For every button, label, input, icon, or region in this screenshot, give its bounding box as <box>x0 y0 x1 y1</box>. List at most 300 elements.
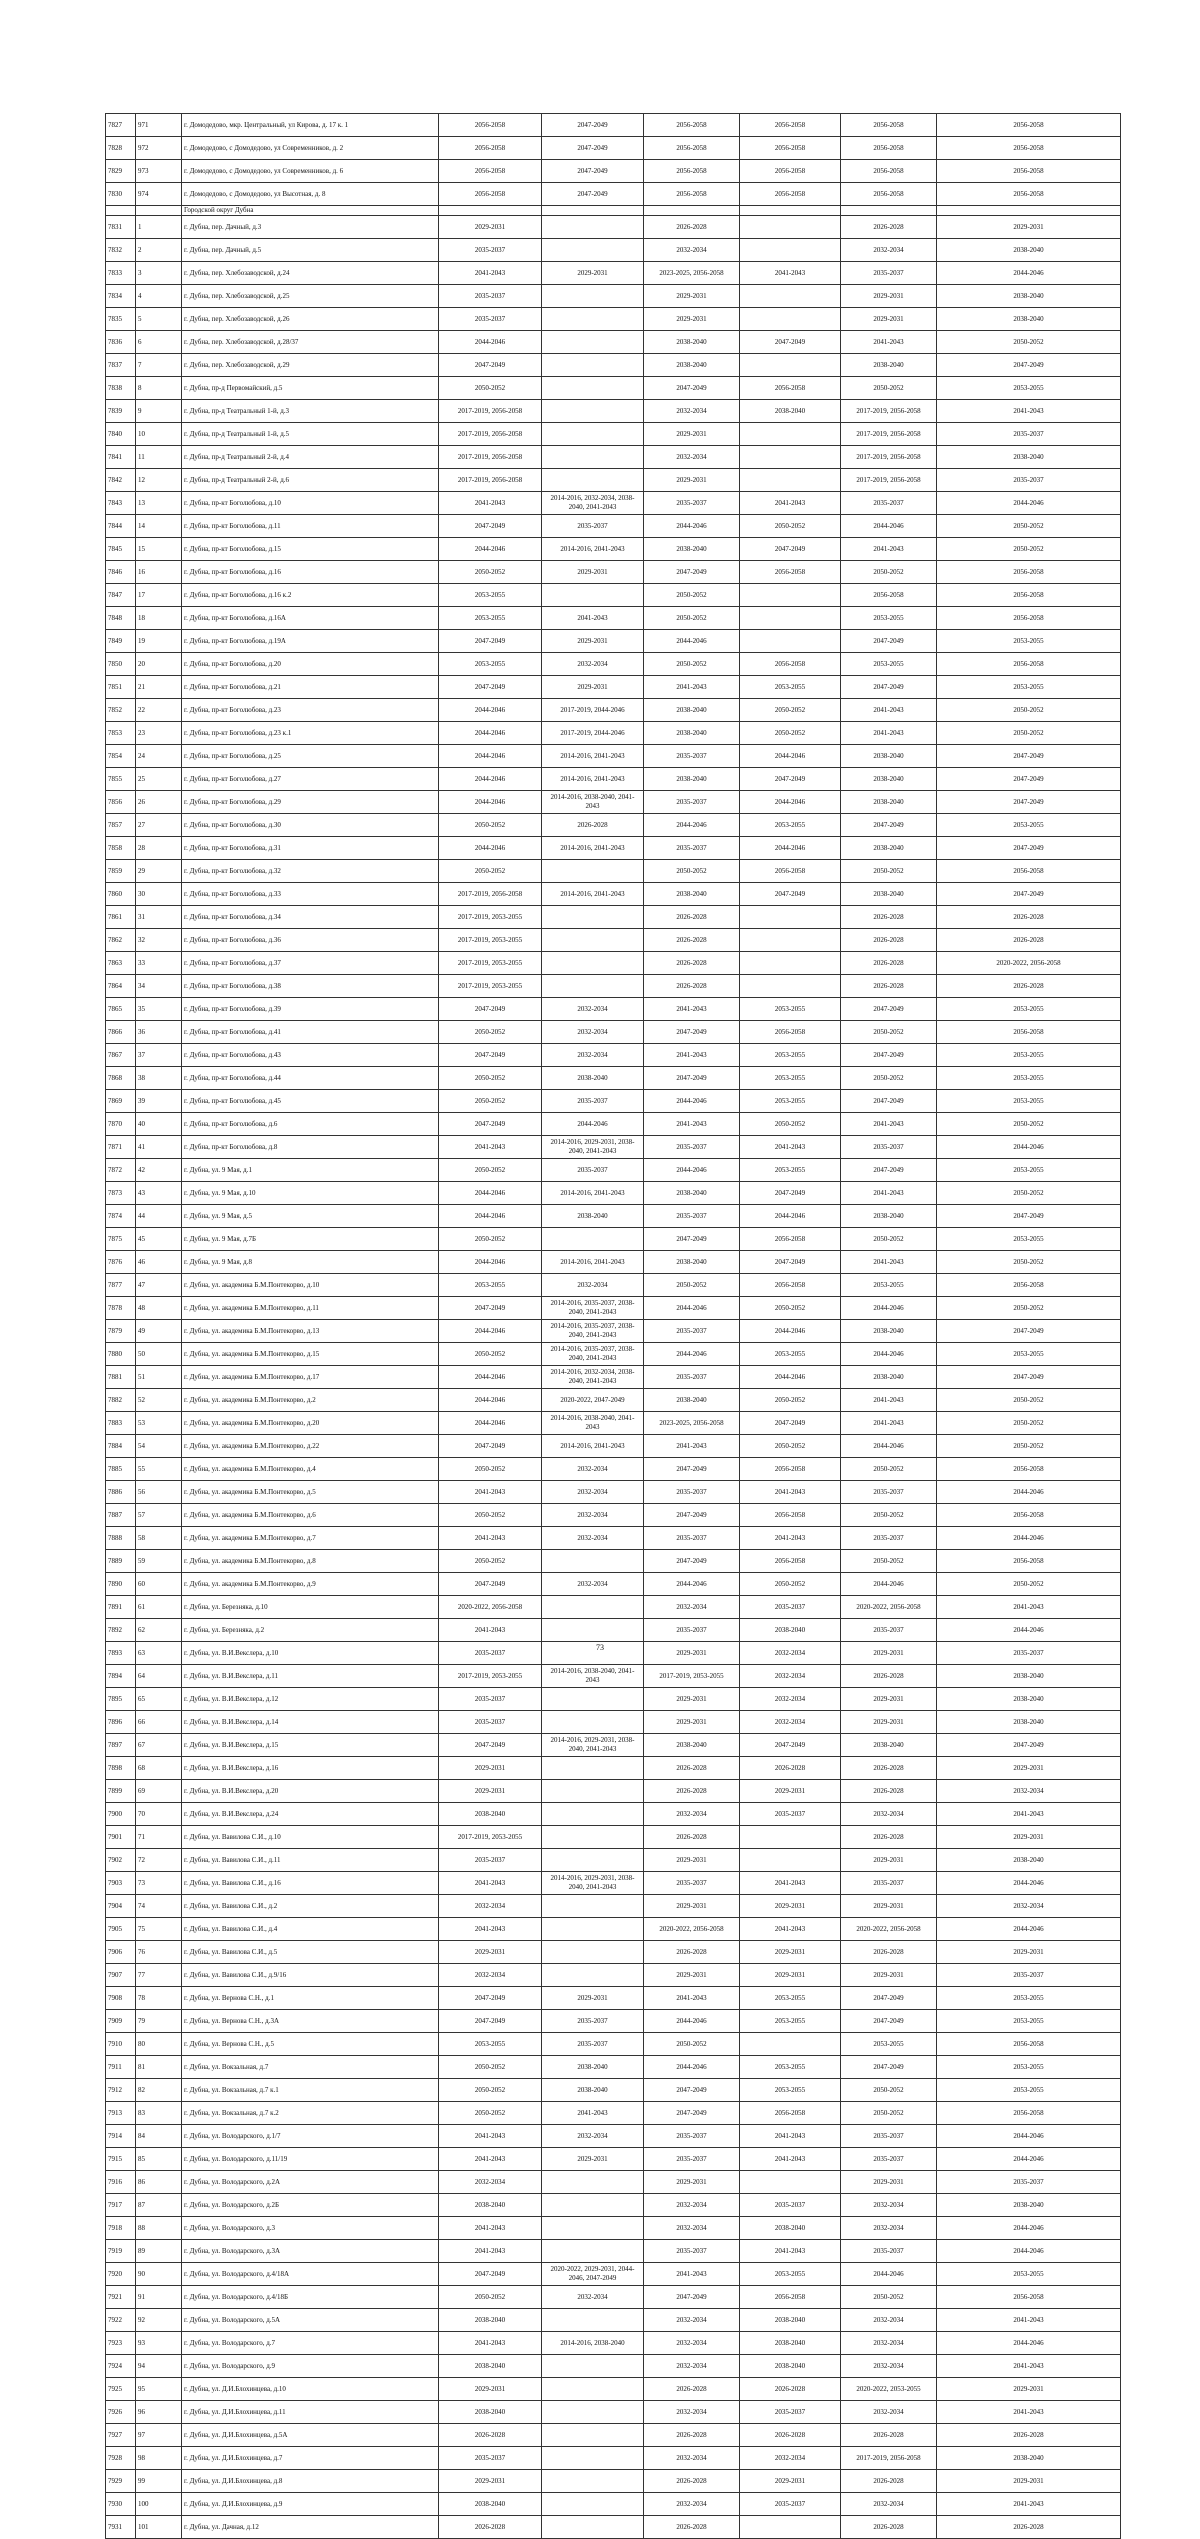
period-cell: 2020-2022, 2047-2049 <box>542 1389 644 1412</box>
period-cell: 2035-2037 <box>439 2447 542 2470</box>
period-cell <box>542 2194 644 2217</box>
address-cell: г. Дубна, ул. академика Б.М.Понтекорво, д.13 <box>182 1320 439 1343</box>
row-index-cell: 7864 <box>106 975 136 998</box>
period-cell: 2041-2043 <box>644 1987 740 2010</box>
period-cell: 2047-2049 <box>644 1067 740 1090</box>
table-row <box>106 2217 1121 2240</box>
address-cell: г. Дубна, пр-кт Боголюбова, д.15 <box>182 538 439 561</box>
period-cell: 2050-2052 <box>740 1389 841 1412</box>
period-cell: 2047-2049 <box>937 1320 1121 1343</box>
period-cell: 2053-2055 <box>740 2079 841 2102</box>
row-index-cell: 7846 <box>106 561 136 584</box>
address-cell: г. Дубна, пер. Дачный, д.5 <box>182 239 439 262</box>
period-cell: 2014-2016, 2029-2031, 2038-2040, 2041-2043 <box>542 1136 644 1159</box>
period-cell: 2017-2019, 2056-2058 <box>841 423 937 446</box>
period-cell: 2053-2055 <box>740 2263 841 2286</box>
item-number-cell: 60 <box>136 1573 182 1596</box>
period-cell: 2035-2037 <box>937 1964 1121 1987</box>
period-cell: 2029-2031 <box>644 1642 740 1665</box>
item-number-cell: 18 <box>136 607 182 630</box>
item-number-cell: 97 <box>136 2424 182 2447</box>
item-number-cell: 7 <box>136 354 182 377</box>
row-index-cell: 7845 <box>106 538 136 561</box>
period-cell: 2014-2016, 2038-2040, 2041-2043 <box>542 1412 644 1435</box>
period-cell: 2044-2046 <box>439 768 542 791</box>
row-index-cell: 7912 <box>106 2079 136 2102</box>
item-number-cell: 87 <box>136 2194 182 2217</box>
period-cell: 2038-2040 <box>740 2309 841 2332</box>
row-index-cell: 7838 <box>106 377 136 400</box>
row-index-cell: 7873 <box>106 1182 136 1205</box>
period-cell <box>740 2033 841 2056</box>
period-cell: 2053-2055 <box>439 607 542 630</box>
table-row <box>106 2033 1121 2056</box>
period-cell: 2056-2058 <box>937 1458 1121 1481</box>
table-row <box>106 331 1121 354</box>
table-row <box>106 1205 1121 1228</box>
period-cell <box>542 216 644 239</box>
table-row <box>106 183 1121 206</box>
period-cell <box>542 239 644 262</box>
address-cell: г. Дубна, ул. Володарского, д.1/7 <box>182 2125 439 2148</box>
period-cell: 2029-2031 <box>644 469 740 492</box>
period-cell: 2029-2031 <box>439 1757 542 1780</box>
address-cell: г. Дубна, пр-кт Боголюбова, д.23 <box>182 699 439 722</box>
period-cell: 2044-2046 <box>439 538 542 561</box>
period-cell: 2044-2046 <box>644 1090 740 1113</box>
period-cell: 2032-2034 <box>841 2355 937 2378</box>
period-cell: 2050-2052 <box>841 377 937 400</box>
period-cell: 2032-2034 <box>644 400 740 423</box>
row-index-cell: 7840 <box>106 423 136 446</box>
row-index-cell: 7880 <box>106 1343 136 1366</box>
item-number-cell: 91 <box>136 2286 182 2309</box>
item-number-cell: 46 <box>136 1251 182 1274</box>
row-index-cell: 7928 <box>106 2447 136 2470</box>
period-cell: 2035-2037 <box>740 1803 841 1826</box>
period-cell: 2038-2040 <box>937 1688 1121 1711</box>
period-cell: 2020-2022, 2029-2031, 2044-2046, 2047-2049 <box>542 2263 644 2286</box>
period-cell <box>542 423 644 446</box>
address-cell: г. Дубна, пер. Хлебозаводской, д.26 <box>182 308 439 331</box>
table-row <box>106 354 1121 377</box>
period-cell: 2044-2046 <box>644 515 740 538</box>
table-row <box>106 2286 1121 2309</box>
period-cell: 2056-2058 <box>740 1458 841 1481</box>
period-cell <box>542 2378 644 2401</box>
period-cell <box>542 2516 644 2539</box>
period-cell: 2041-2043 <box>644 998 740 1021</box>
period-cell: 2041-2043 <box>740 2125 841 2148</box>
row-index-cell: 7828 <box>106 137 136 160</box>
period-cell: 2026-2028 <box>644 952 740 975</box>
period-cell: 2053-2055 <box>937 676 1121 699</box>
period-cell: 2050-2052 <box>644 584 740 607</box>
period-cell: 2032-2034 <box>542 653 644 676</box>
period-cell: 2035-2037 <box>841 1872 937 1895</box>
period-cell: 2041-2043 <box>740 1136 841 1159</box>
period-cell: 2041-2043 <box>841 1113 937 1136</box>
row-index-cell: 7833 <box>106 262 136 285</box>
address-cell: г. Дубна, ул. Володарского, д.9 <box>182 2355 439 2378</box>
row-index-cell: 7857 <box>106 814 136 837</box>
period-cell: 2050-2052 <box>937 1113 1121 1136</box>
period-cell: 2044-2046 <box>937 1619 1121 1642</box>
address-cell: г. Дубна, пр-кт Боголюбова, д.25 <box>182 745 439 768</box>
address-cell: г. Дубна, ул. Д.И.Блохинцева, д.10 <box>182 2378 439 2401</box>
item-number-cell: 16 <box>136 561 182 584</box>
period-cell: 2029-2031 <box>644 308 740 331</box>
table-row <box>106 1159 1121 1182</box>
period-cell: 2026-2028 <box>841 1826 937 1849</box>
period-cell: 2050-2052 <box>937 1389 1121 1412</box>
period-cell: 2032-2034 <box>644 1596 740 1619</box>
table-row <box>106 216 1121 239</box>
period-cell: 2056-2058 <box>740 860 841 883</box>
period-cell: 2029-2031 <box>841 308 937 331</box>
row-index-cell: 7830 <box>106 183 136 206</box>
table-row <box>106 1757 1121 1780</box>
period-cell: 2053-2055 <box>937 2263 1121 2286</box>
period-cell: 2041-2043 <box>841 1389 937 1412</box>
period-cell: 2056-2058 <box>644 114 740 137</box>
period-cell: 2020-2022, 2053-2055 <box>841 2378 937 2401</box>
period-cell: 2032-2034 <box>841 2309 937 2332</box>
item-number-cell: 973 <box>136 160 182 183</box>
address-cell: г. Дубна, ул. Вавилова С.И., д.5 <box>182 1941 439 1964</box>
item-number-cell: 49 <box>136 1320 182 1343</box>
period-cell: 2044-2046 <box>740 791 841 814</box>
period-cell: 2038-2040 <box>841 1366 937 1389</box>
period-cell: 2029-2031 <box>740 2470 841 2493</box>
item-number-cell: 63 <box>136 1642 182 1665</box>
period-cell: 2041-2043 <box>740 262 841 285</box>
item-number-cell: 2 <box>136 239 182 262</box>
table-row <box>106 1619 1121 1642</box>
period-cell <box>542 1780 644 1803</box>
period-cell <box>542 2493 644 2516</box>
period-cell: 2035-2037 <box>937 423 1121 446</box>
period-cell: 2041-2043 <box>937 1803 1121 1826</box>
period-cell: 2047-2049 <box>937 837 1121 860</box>
page-number: 73 <box>596 1643 604 1652</box>
period-cell: 2044-2046 <box>644 1159 740 1182</box>
period-cell: 2047-2049 <box>644 2102 740 2125</box>
period-cell: 2056-2058 <box>740 183 841 206</box>
item-number-cell: 26 <box>136 791 182 814</box>
period-cell: 2029-2031 <box>644 1688 740 1711</box>
period-cell: 2056-2058 <box>740 114 841 137</box>
period-cell: 2041-2043 <box>644 1435 740 1458</box>
address-cell: г. Дубна, пр-кт Боголюбова, д.6 <box>182 1113 439 1136</box>
table-row <box>106 791 1121 814</box>
item-number-cell: 39 <box>136 1090 182 1113</box>
period-cell: 2041-2043 <box>937 400 1121 423</box>
period-cell: 2020-2022, 2056-2058 <box>439 1596 542 1619</box>
table-row <box>106 1067 1121 1090</box>
item-number-cell: 17 <box>136 584 182 607</box>
address-cell: г. Дубна, ул. академика Б.М.Понтекорво, д.5 <box>182 1481 439 1504</box>
period-cell <box>542 446 644 469</box>
period-cell: 2044-2046 <box>841 1343 937 1366</box>
period-cell: 2056-2058 <box>740 1504 841 1527</box>
table-row <box>106 1251 1121 1274</box>
row-index-cell: 7881 <box>106 1366 136 1389</box>
table-row <box>106 492 1121 515</box>
address-cell: г. Дубна, ул. академика Б.М.Понтекорво, д.2 <box>182 1389 439 1412</box>
period-cell: 2053-2055 <box>937 1228 1121 1251</box>
period-cell: 2047-2049 <box>740 1412 841 1435</box>
period-cell: 2050-2052 <box>740 515 841 538</box>
period-cell: 2047-2049 <box>644 1458 740 1481</box>
period-cell: 2050-2052 <box>740 722 841 745</box>
period-cell: 2038-2040 <box>644 331 740 354</box>
item-number-cell: 62 <box>136 1619 182 1642</box>
period-cell: 2017-2019, 2056-2058 <box>439 469 542 492</box>
period-cell: 2056-2058 <box>937 1021 1121 1044</box>
period-cell: 2035-2037 <box>542 2010 644 2033</box>
period-cell: 2047-2049 <box>439 676 542 699</box>
row-index-cell: 7868 <box>106 1067 136 1090</box>
period-cell: 2029-2031 <box>937 1826 1121 1849</box>
row-index-cell: 7919 <box>106 2240 136 2263</box>
period-cell: 2047-2049 <box>937 1734 1121 1757</box>
row-index-cell: 7893 <box>106 1642 136 1665</box>
item-number-cell: 93 <box>136 2332 182 2355</box>
period-cell: 2050-2052 <box>439 2079 542 2102</box>
period-cell: 2053-2055 <box>937 1343 1121 1366</box>
row-index-cell: 7886 <box>106 1481 136 1504</box>
period-cell: 2047-2049 <box>542 137 644 160</box>
period-cell: 2029-2031 <box>644 1895 740 1918</box>
period-cell: 2050-2052 <box>439 2102 542 2125</box>
table-row <box>106 1366 1121 1389</box>
period-cell: 2026-2028 <box>644 2470 740 2493</box>
address-cell: г. Дубна, ул. Дачная, д.12 <box>182 2516 439 2539</box>
period-cell: 2029-2031 <box>542 262 644 285</box>
period-cell: 2029-2031 <box>937 1941 1121 1964</box>
row-index-cell: 7915 <box>106 2148 136 2171</box>
address-cell: г. Дубна, ул. Березняка, д.10 <box>182 1596 439 1619</box>
item-number-cell: 64 <box>136 1665 182 1688</box>
address-cell: г. Дубна, пр-кт Боголюбова, д.21 <box>182 676 439 699</box>
period-cell: 2044-2046 <box>542 1113 644 1136</box>
table-row <box>106 722 1121 745</box>
period-cell: 2035-2037 <box>740 1596 841 1619</box>
address-cell: г. Дубна, ул. Вернова С.Н., д.1 <box>182 1987 439 2010</box>
period-cell: 2053-2055 <box>740 2010 841 2033</box>
period-cell: 2032-2034 <box>644 1803 740 1826</box>
row-index-cell: 7844 <box>106 515 136 538</box>
item-number-cell: 88 <box>136 2217 182 2240</box>
period-cell: 2032-2034 <box>740 1665 841 1688</box>
item-number-cell: 81 <box>136 2056 182 2079</box>
period-cell: 2044-2046 <box>439 745 542 768</box>
period-cell: 2056-2058 <box>841 114 937 137</box>
table-row <box>106 2424 1121 2447</box>
period-cell: 2020-2022, 2056-2058 <box>937 952 1121 975</box>
item-number-cell: 34 <box>136 975 182 998</box>
row-index-cell: 7861 <box>106 906 136 929</box>
period-cell: 2044-2046 <box>937 262 1121 285</box>
period-cell: 2050-2052 <box>439 1504 542 1527</box>
period-cell: 2035-2037 <box>542 1090 644 1113</box>
period-cell: 2038-2040 <box>841 837 937 860</box>
item-number-cell: 79 <box>136 2010 182 2033</box>
row-index-cell: 7892 <box>106 1619 136 1642</box>
table-row <box>106 160 1121 183</box>
row-index-cell: 7848 <box>106 607 136 630</box>
period-cell: 2017-2019, 2053-2055 <box>439 975 542 998</box>
row-index-cell: 7832 <box>106 239 136 262</box>
row-index-cell: 7851 <box>106 676 136 699</box>
address-cell: г. Дубна, ул. В.И.Векслера, д.20 <box>182 1780 439 1803</box>
period-cell: 2047-2049 <box>937 883 1121 906</box>
period-cell: 2053-2055 <box>841 607 937 630</box>
address-cell: г. Дубна, ул. Березняка, д.2 <box>182 1619 439 1642</box>
period-cell: 2050-2052 <box>937 515 1121 538</box>
period-cell: 2029-2031 <box>542 561 644 584</box>
address-cell: г. Дубна, ул. В.И.Векслера, д.16 <box>182 1757 439 1780</box>
address-cell: г. Дубна, ул. Володарского, д.4/18Б <box>182 2286 439 2309</box>
table-row <box>106 2332 1121 2355</box>
address-cell: г. Дубна, пр-кт Боголюбова, д.30 <box>182 814 439 837</box>
row-index-cell: 7856 <box>106 791 136 814</box>
period-cell: 2035-2037 <box>740 2493 841 2516</box>
period-cell: 2053-2055 <box>937 377 1121 400</box>
row-index-cell: 7839 <box>106 400 136 423</box>
period-cell: 2041-2043 <box>740 1527 841 1550</box>
period-cell: 2056-2058 <box>439 137 542 160</box>
item-number-cell: 5 <box>136 308 182 331</box>
period-cell: 2044-2046 <box>841 1297 937 1320</box>
table-row <box>106 2309 1121 2332</box>
period-cell: 2038-2040 <box>644 883 740 906</box>
item-number-cell: 69 <box>136 1780 182 1803</box>
period-cell: 2041-2043 <box>439 492 542 515</box>
period-cell: 2050-2052 <box>937 1297 1121 1320</box>
row-index-cell: 7895 <box>106 1688 136 1711</box>
row-index-cell: 7890 <box>106 1573 136 1596</box>
item-number-cell: 96 <box>136 2401 182 2424</box>
period-cell: 2047-2049 <box>644 2286 740 2309</box>
item-number-cell: 13 <box>136 492 182 515</box>
period-cell: 2032-2034 <box>439 1964 542 1987</box>
table-row <box>106 676 1121 699</box>
item-number-cell: 55 <box>136 1458 182 1481</box>
period-cell: 2017-2019, 2044-2046 <box>542 699 644 722</box>
period-cell: 2044-2046 <box>439 1205 542 1228</box>
period-cell: 2017-2019, 2056-2058 <box>439 400 542 423</box>
row-index-cell: 7834 <box>106 285 136 308</box>
period-cell: 2050-2052 <box>439 377 542 400</box>
row-index-cell: 7841 <box>106 446 136 469</box>
table-row <box>106 860 1121 883</box>
address-cell: г. Дубна, пер. Дачный, д.3 <box>182 216 439 239</box>
period-cell: 2047-2049 <box>439 2010 542 2033</box>
period-cell <box>740 929 841 952</box>
item-number-cell: 44 <box>136 1205 182 1228</box>
period-cell <box>542 2217 644 2240</box>
period-cell: 2035-2037 <box>439 1711 542 1734</box>
period-cell: 2029-2031 <box>439 2470 542 2493</box>
period-cell: 2041-2043 <box>439 1619 542 1642</box>
item-number-cell: 24 <box>136 745 182 768</box>
table-row <box>106 1918 1121 1941</box>
row-index-cell: 7874 <box>106 1205 136 1228</box>
period-cell: 2047-2049 <box>740 768 841 791</box>
period-cell: 2038-2040 <box>542 1067 644 1090</box>
row-index-cell: 7865 <box>106 998 136 1021</box>
period-cell <box>542 2240 644 2263</box>
address-cell: г. Дубна, ул. Д.И.Блохинцева, д.5А <box>182 2424 439 2447</box>
period-cell: 2056-2058 <box>740 1228 841 1251</box>
row-index-cell: 7852 <box>106 699 136 722</box>
period-cell: 2038-2040 <box>439 1803 542 1826</box>
row-index-cell: 7853 <box>106 722 136 745</box>
period-cell: 2032-2034 <box>740 1642 841 1665</box>
period-cell: 2044-2046 <box>937 2240 1121 2263</box>
period-cell: 2038-2040 <box>439 2194 542 2217</box>
period-cell: 2047-2049 <box>542 114 644 137</box>
period-cell: 2026-2028 <box>841 2516 937 2539</box>
period-cell: 2047-2049 <box>740 1182 841 1205</box>
address-cell: г. Дубна, ул. В.И.Векслера, д.10 <box>182 1642 439 1665</box>
row-index-cell: 7911 <box>106 2056 136 2079</box>
period-cell <box>740 216 841 239</box>
table-row <box>106 2171 1121 2194</box>
period-cell: 2026-2028 <box>644 2516 740 2539</box>
address-cell: г. Дубна, пр-кт Боголюбова, д.39 <box>182 998 439 1021</box>
address-cell: г. Домодедово, мкр. Центральный, ул Кирова, д. 17 к. 1 <box>182 114 439 137</box>
item-number-cell: 47 <box>136 1274 182 1297</box>
table-row <box>106 2010 1121 2033</box>
address-cell: г. Дубна, ул. академика Б.М.Понтекорво, д.17 <box>182 1366 439 1389</box>
table-row <box>106 2125 1121 2148</box>
period-cell: 2017-2019, 2053-2055 <box>644 1665 740 1688</box>
table-row <box>106 1458 1121 1481</box>
period-cell: 2035-2037 <box>644 1366 740 1389</box>
period-cell: 2038-2040 <box>937 285 1121 308</box>
item-number-cell: 98 <box>136 2447 182 2470</box>
period-cell <box>740 354 841 377</box>
period-cell: 2038-2040 <box>644 722 740 745</box>
period-cell: 2035-2037 <box>644 492 740 515</box>
period-cell: 2047-2049 <box>439 1113 542 1136</box>
row-index-cell: 7906 <box>106 1941 136 1964</box>
period-cell <box>740 906 841 929</box>
table-row <box>106 1228 1121 1251</box>
period-cell: 2050-2052 <box>841 1021 937 1044</box>
item-number-cell: 53 <box>136 1412 182 1435</box>
table-row <box>106 1596 1121 1619</box>
period-cell: 2032-2034 <box>841 2401 937 2424</box>
period-cell <box>542 1550 644 1573</box>
address-cell: г. Дубна, ул. Володарского, д.4/18А <box>182 2263 439 2286</box>
row-index-cell: 7871 <box>106 1136 136 1159</box>
address-cell: г. Дубна, пр-кт Боголюбова, д.10 <box>182 492 439 515</box>
row-index-cell: 7925 <box>106 2378 136 2401</box>
period-cell <box>542 377 644 400</box>
item-number-cell: 95 <box>136 2378 182 2401</box>
period-cell: 2044-2046 <box>644 1343 740 1366</box>
table-row <box>106 1044 1121 1067</box>
period-cell <box>542 1688 644 1711</box>
period-cell: 2035-2037 <box>841 1527 937 1550</box>
address-cell: г. Дубна, пер. Хлебозаводской, д.25 <box>182 285 439 308</box>
period-cell: 2047-2049 <box>740 1251 841 1274</box>
period-cell: 2056-2058 <box>937 1504 1121 1527</box>
